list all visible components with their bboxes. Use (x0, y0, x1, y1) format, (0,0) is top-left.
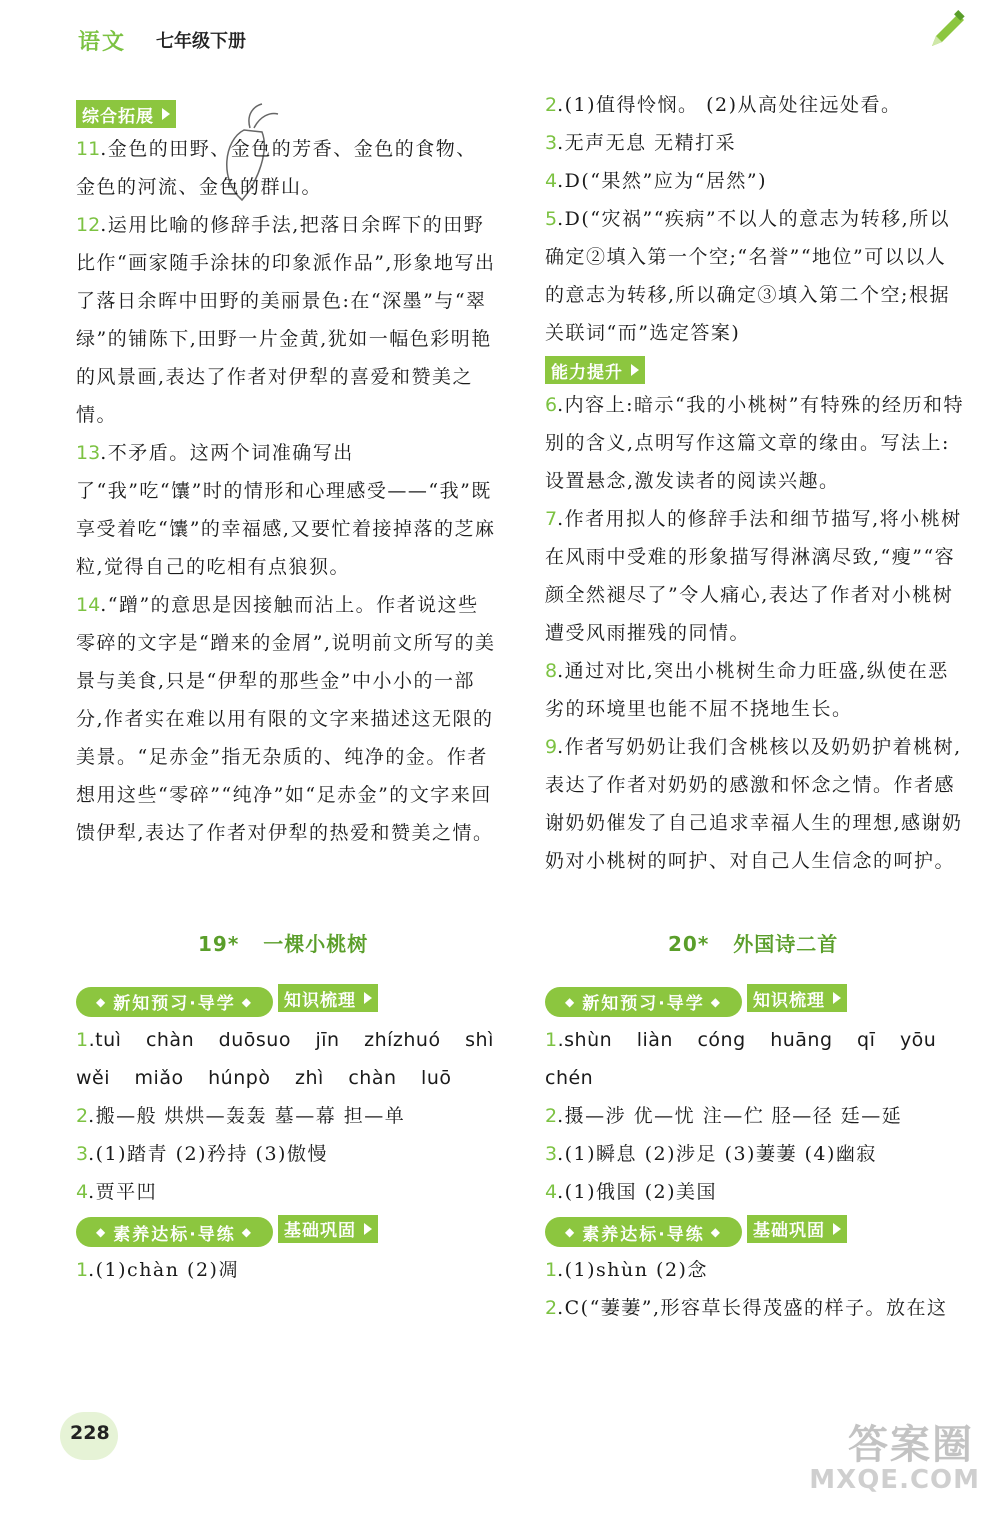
answer-item: 14.“蹭”的意思是因接触而沾上。作者说这些零碎的文字是“蹭来的金屑”,说明前文所写的美景与美食,只是“伊犁的那些金”中小小的一部分,作者实在难以用有限的文字来描述这无限的美景。“足赤金”指无杂质的、纯净的金。作者想用这些“零碎”“纯净”如“足赤金”的文字来回馈伊犁,表达了作者对伊犁的热爱和赞美之情。 (76, 594, 496, 844)
section-tag: 能力提升 (545, 356, 645, 384)
right-answers-top (545, 86, 965, 880)
answer-item: 2.搬—般 烘烘—轰轰 墓—幕 担—单 (76, 1104, 406, 1127)
section-tag: 知识梳理 (747, 984, 847, 1012)
page-number (50, 1412, 126, 1460)
pinyin-line: 1.tuì chàn duōsuo jīn zhízhuó shì (76, 1028, 494, 1051)
pinyin-line: wěi miǎo húnpò zhì chàn luō (76, 1066, 452, 1089)
pinyin-line: 1.shùn liàn cóng huāng qī yōu chén (545, 1028, 937, 1089)
answer-item: 2.C(“萋萋”,形容草长得茂盛的样子。放在这 (545, 1297, 948, 1319)
answer-item: 4.D(“果然”应为“居然”) (545, 170, 768, 192)
answer-item: 8.通过对比,突出小桃树生命力旺盛,纵使在恶劣的环境里也能不屈不挠地生长。 (545, 660, 949, 720)
section-tag: 综合拓展 (76, 100, 176, 128)
section-20-body (545, 980, 965, 1327)
answer-item: 7.作者用拟人的修辞手法和细节描写,将小桃树在风雨中受难的形象描写得淋漓尽致,“瘦”“容颜全然褪尽了”令人痛心,表达了作者对小桃树遭受风雨摧残的同情。 (545, 508, 962, 644)
answer-item: 11.金色的田野、金色的芳香、金色的食物、金色的河流、金色的群山。 (76, 138, 477, 198)
section-19-body (76, 980, 496, 1289)
section-20-title: 20* 外国诗二首 (668, 932, 839, 956)
answer-item: 3.(1)踏青 (2)矜持 (3)傲慢 (76, 1142, 328, 1165)
section-tag: 基础巩固 (278, 1215, 378, 1243)
answer-item: 12.运用比喻的修辞手法,把落日余晖下的田野比作“画家随手涂抹的印象派作品”,形象地写出了落日余晖中田野的美丽景色:在“深墨”与“翠绿”的铺陈下,田野一片金黄,犹如一幅色彩明艳的风景画,表达了作者对伊犁的喜爱和赞美之情。 (76, 214, 496, 426)
grade-label: 七年级下册 (156, 31, 247, 52)
answer-item: 1.(1)shùn (2)念 (545, 1259, 708, 1281)
left-answers-top (76, 96, 496, 852)
section-banner: ◆ 新知预习·导学 ◆ (545, 987, 742, 1017)
page-header (78, 22, 246, 58)
answer-item: 3.无声无息 无精打采 (545, 132, 737, 154)
answer-item: 5.D(“灾祸”“疾病”不以人的意志为转移,所以确定②填入第一个空;“名誉”“地位”可以以人的意志为转移,所以确定③填入第二个空;根据关联词“而”选定答案) (545, 208, 951, 344)
answer-item: 6.内容上:暗示“我的小桃树”有特殊的经历和特别的含义,点明写作这篇文章的缘由。写法上:设置悬念,激发读者的阅读兴趣。 (545, 394, 964, 492)
answer-item: 4.贾平凹 (76, 1180, 158, 1203)
pencil-icon (922, 6, 970, 54)
answer-item: 1.(1)chàn (2)凋 (76, 1259, 239, 1281)
section-tag: 基础巩固 (747, 1215, 847, 1243)
subject-label: 语文 (78, 29, 127, 55)
answer-item: 9.作者写奶奶让我们含桃核以及奶奶护着桃树,表达了作者对奶奶的感激和怀念之情。作者感谢奶奶催发了自己追求幸福人生的理想,感谢奶奶对小桃树的呵护、对自己人生信念的呵护。 (545, 736, 963, 872)
answer-item: 13.不矛盾。这两个词准确写出了“我”吃“馕”时的情形和心理感受——“我”既享受着吃“馕”的幸福感,又要忙着接掉落的芝麻粒,觉得自己的吃相有点狼狈。 (76, 442, 496, 578)
section-banner: ◆ 素养达标·导练 ◆ (76, 1217, 273, 1247)
section-19-title: 19* 一棵小桃树 (198, 932, 369, 956)
answer-item: 4.(1)俄国 (2)美国 (545, 1180, 718, 1203)
answer-item: 2.(1)值得怜悯。 (2)从高处往远处看。 (545, 94, 902, 116)
section-tag: 知识梳理 (278, 984, 378, 1012)
section-banner: ◆ 素养达标·导练 ◆ (545, 1217, 742, 1247)
answer-item: 3.(1)瞬息 (2)涉足 (3)萋萋 (4)幽寂 (545, 1142, 877, 1165)
section-banner: ◆ 新知预习·导学 ◆ (76, 987, 273, 1017)
watermark-logo: 答案圈 MXQE.COM (809, 1422, 980, 1495)
answer-item: 2.摄—涉 优—忧 注—伫 胫—径 廷—延 (545, 1104, 903, 1127)
page-number-text: 228 (70, 1422, 110, 1444)
